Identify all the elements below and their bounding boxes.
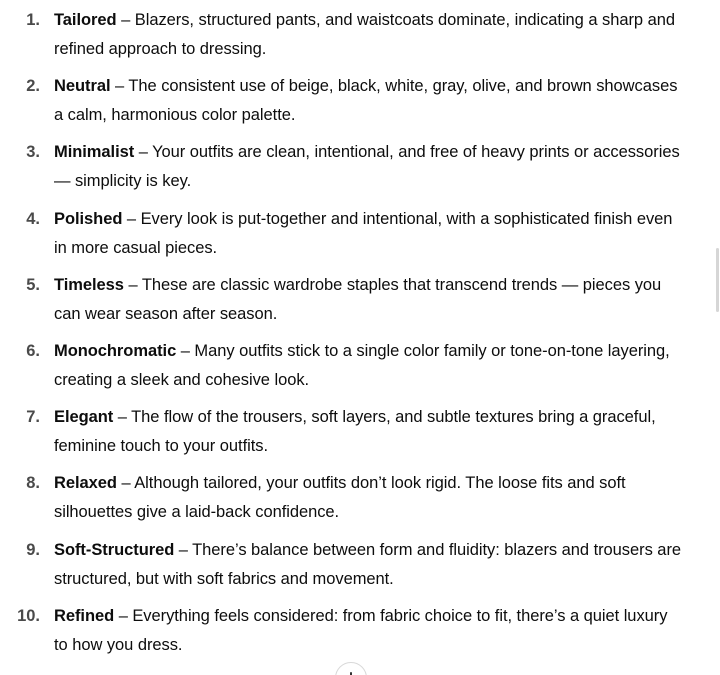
list-text [54,6,684,64]
list-description: – There’s balance between form and fluidity: blazers and trousers are structured, but with soft fabrics and movement. [54,540,682,588]
list-description: – The consistent use of beige, black, white, gray, olive, and brown showcases a calm, harmonious color palette. [54,77,678,125]
list-term: Tailored [54,11,117,29]
list-text [54,205,684,263]
list-item [0,138,700,204]
list-term: Timeless [54,275,124,294]
list-text [54,536,684,594]
list-text [54,138,684,196]
list-item [0,536,700,602]
scrollbar-thumb[interactable] [716,248,719,312]
list-term: Neutral [54,77,111,96]
list-text [54,403,684,461]
list-text [54,337,684,395]
list-description: – Everything feels considered: from fabric choice to fit, there’s a quiet luxury to how you dress. [54,606,668,654]
list-item [0,72,700,138]
list-text [54,271,684,329]
list-item [0,602,700,668]
list-description: – Blazers, structured pants, and waistcoats dominate, indicating a sharp and refined approach to dressing. [54,11,675,58]
list-number: 2. [26,77,40,96]
list-number: 9. [26,540,40,559]
list-item [0,6,700,72]
list-term: Soft-Structured [54,540,175,559]
list-term: Refined [54,606,115,625]
list-description: – Every look is put-together and intentional, with a sophisticated finish even in more casual pieces. [54,209,673,257]
style-keywords-list [0,6,700,668]
list-number: 8. [26,474,40,493]
list-number: 1. [26,11,40,29]
list-text [54,72,684,130]
list-term: Minimalist [54,143,135,162]
list-text [54,602,684,660]
list-item [0,469,700,535]
list-number: 6. [26,341,40,360]
list-description: – These are classic wardrobe staples that transcend trends — pieces you can wear season after season. [54,275,662,323]
list-term: Relaxed [54,474,117,493]
list-term: Monochromatic [54,341,177,360]
list-item [0,205,700,271]
list-description: – Your outfits are clean, intentional, and free of heavy prints or accessories — simplicity is key. [54,143,680,191]
list-term: Elegant [54,408,114,427]
list-number: 3. [26,143,40,162]
list-number: 5. [26,275,40,294]
list-description: – Although tailored, your outfits don’t look rigid. The loose fits and soft silhouettes give a laid-back confidence. [54,474,626,522]
list-text [54,469,684,527]
list-item [0,271,700,337]
list-term: Polished [54,209,123,228]
list-description: – The flow of the trousers, soft layers, and subtle textures bring a graceful, feminine touch to your outfits. [54,408,656,456]
list-item [0,403,700,469]
list-description: – Many outfits stick to a single color family or tone-on-tone layering, creating a sleek and cohesive look. [54,341,670,389]
list-item [0,337,700,403]
list-number: 7. [26,408,40,427]
list-number: 4. [26,209,40,228]
list-number: 10. [17,606,40,625]
